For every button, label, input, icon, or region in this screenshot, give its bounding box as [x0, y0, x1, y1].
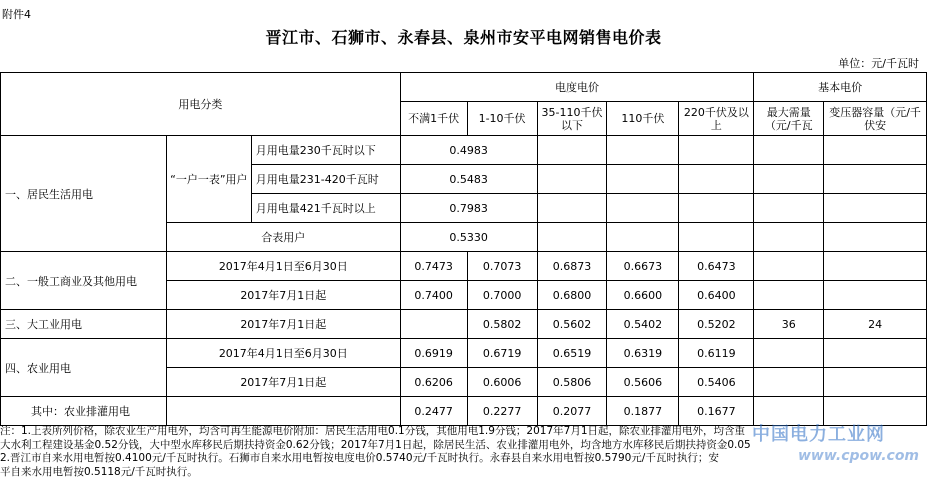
table-cell: 0.7073: [467, 252, 537, 281]
page-title: 晋江市、石狮市、永春县、泉州市安平电网销售电价表: [265, 28, 662, 47]
note-line: 注：1.上表所列价格，除农业生产用电外，均含可再生能源电价附加：居民生活用电0.1分钱，其他用电1.9分钱；2017年7月1日起，除农业排灌用电外，均含重: [0, 425, 745, 437]
price-table: [0, 72, 927, 426]
general-label: 二、一般工商业及其他用电: [1, 252, 167, 310]
unit-label: 单位：元/千瓦时: [838, 57, 919, 70]
table-cell: 0.2477: [400, 397, 467, 426]
header-voltage-1: 不满1千伏: [400, 102, 467, 136]
tier1-label: 月用电量230千瓦时以下: [251, 136, 400, 165]
table-cell: 0.6673: [607, 252, 679, 281]
header-basic-price: 基本电价: [754, 73, 927, 102]
table-cell: 0.1677: [679, 397, 754, 426]
table-cell: 0.6119: [679, 339, 754, 368]
table-cell: 0.5806: [537, 368, 607, 397]
table-cell: 0.6473: [679, 252, 754, 281]
combined-price: 0.5330: [400, 223, 537, 252]
table-cell: 0.7000: [467, 281, 537, 310]
table-cell: 0.5202: [679, 310, 754, 339]
table-cell: 0.6519: [537, 339, 607, 368]
tier1-price: 0.4983: [400, 136, 537, 165]
large-label: 三、大工业用电: [1, 310, 167, 339]
watermark: 中国电力工业网: [752, 424, 885, 445]
table-cell: 0.5402: [607, 310, 679, 339]
agri-period1: 2017年4月1日至6月30日: [166, 339, 400, 368]
table-cell: 0.5606: [607, 368, 679, 397]
tier2-price: 0.5483: [400, 165, 537, 194]
table-cell: 0.6206: [400, 368, 467, 397]
table-cell: 0.6873: [537, 252, 607, 281]
tier2-label: 月用电量231-420千瓦时: [251, 165, 400, 194]
header-category: 用电分类: [1, 73, 401, 136]
table-cell: 0.6319: [607, 339, 679, 368]
header-demand: 最大需量（元/千瓦: [754, 102, 824, 136]
watermark-url: www.cpow.com: [798, 448, 920, 464]
annex-label: 附件4: [2, 8, 31, 21]
header-capacity: 变压器容量（元/千伏安: [824, 102, 927, 136]
general-period2: 2017年7月1日起: [166, 281, 400, 310]
tier3-label: 月用电量421千瓦时以上: [251, 194, 400, 223]
combined-label: 合表用户: [166, 223, 400, 252]
demand-value: 36: [754, 310, 824, 339]
residential-label: 一、居民生活用电: [1, 136, 167, 252]
header-voltage-2: 1-10千伏: [467, 102, 537, 136]
note-line: 大水利工程建设基金0.52分钱，大中型水库移民后期扶持资金0.62分钱；2017年7月1日起，除居民生活、农业排灌用电外，均含地方水库移民后期扶持资金0.05: [0, 438, 751, 451]
table-cell: 0.7400: [400, 281, 467, 310]
table-cell: 0.7473: [400, 252, 467, 281]
table-cell: 0.2077: [537, 397, 607, 426]
irrigation-label: 其中：农业排灌用电: [1, 397, 167, 426]
table-cell: 0.6006: [467, 368, 537, 397]
table-cell: 0.2277: [467, 397, 537, 426]
table-cell: 0.5802: [467, 310, 537, 339]
note-line: 2.晋江市自来水用电暂按0.4100元/千瓦时执行。石狮市自来水用电暂按电度电价0.5740元/千瓦时执行。永春县自来水用电暂按0.5790元/千瓦时执行；安: [0, 452, 719, 464]
table-cell: 0.5602: [537, 310, 607, 339]
general-period1: 2017年4月1日至6月30日: [166, 252, 400, 281]
note-line: 平自来水用电暂按0.5118元/千瓦时执行。: [0, 465, 198, 478]
table-cell: 0.6600: [607, 281, 679, 310]
table-cell: 0.6719: [467, 339, 537, 368]
header-voltage-5: 220千伏及以上: [679, 102, 754, 136]
table-cell: 0.6400: [679, 281, 754, 310]
table-cell: 0.5406: [679, 368, 754, 397]
tier3-price: 0.7983: [400, 194, 537, 223]
table-cell: 0.6800: [537, 281, 607, 310]
agri-label: 四、农业用电: [1, 339, 167, 397]
large-period: 2017年7月1日起: [166, 310, 400, 339]
table-cell: 0.1877: [607, 397, 679, 426]
table-cell: 0.6919: [400, 339, 467, 368]
header-voltage-4: 110千伏: [607, 102, 679, 136]
agri-period2: 2017年7月1日起: [166, 368, 400, 397]
capacity-value: 24: [824, 310, 927, 339]
household-label: “一户一表”用户: [166, 136, 251, 223]
header-energy-price: 电度电价: [400, 73, 754, 102]
header-voltage-3: 35-110千伏以下: [537, 102, 607, 136]
